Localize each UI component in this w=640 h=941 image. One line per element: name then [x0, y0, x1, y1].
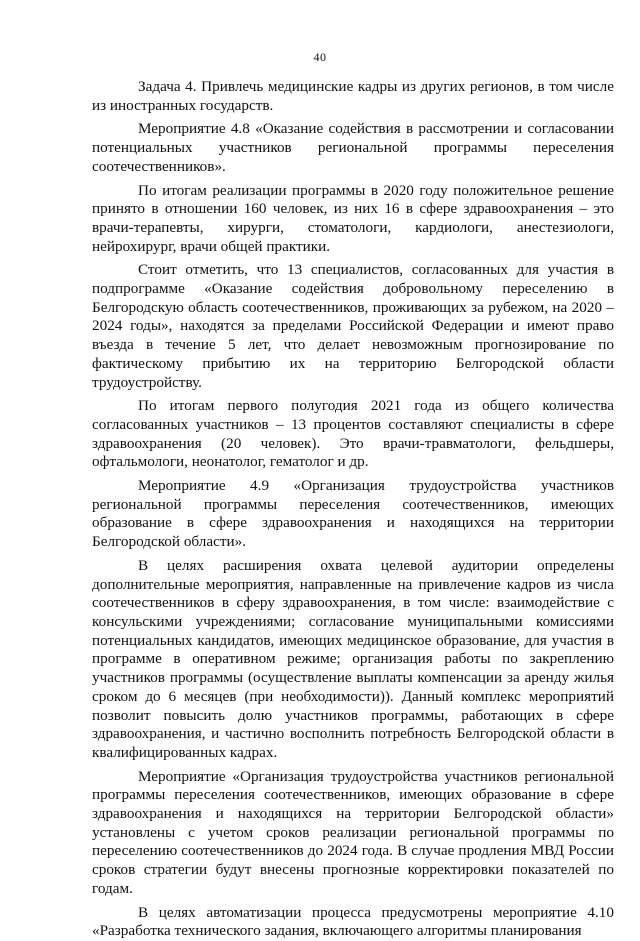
page-number: 40	[313, 50, 327, 64]
measure-4-9-title: Мероприятие 4.9 «Организация трудоустройства участников региональной программы переселения соотечественников, имеющих образование в сфере здравоохранения и находящихся на территории Белгородской области».	[92, 477, 614, 551]
paragraph-2020-results: По итогам реализации программы в 2020 году положительное решение принято в отношении 160 человек, из них 16 в сфере здравоохранения – это врачи-терапевты, хирурги, стоматологи, кардиологи, анестезиологи, нейрохирург, врачи общей практики.	[92, 181, 614, 255]
measure-4-8-title: Мероприятие 4.8 «Оказание содействия в рассмотрении и согласовании потенциальных участников региональной программы переселения соотечественников».	[92, 120, 614, 175]
paragraph-13-specialists: Стоит отметить, что 13 специалистов, согласованных для участия в подпрограмме «Оказание содействия добровольному переселению в Белгородскую область соотечественников, проживающих за рубежом, на 2020 – 2024 годы», находятся за пределами Российской Федерации и имеют право въезда в течение 5 лет, что делает невозможным прогнозирование по фактическому прибытию их на территорию Белгородской области трудоустройству.	[92, 261, 614, 391]
paragraph-measure-deadlines: Мероприятие «Организация трудоустройства участников региональной программы переселения соотечественников, имеющих образование в сфере здравоохранения и находящихся на территории Белгородской области» установлены с учетом сроков реализации региональной программы по переселению соотечественников до 2024 года. В случае продления МВД России сроков стратегии будут внесены прогнозные корректировки показателей по годам.	[92, 767, 614, 897]
paragraph-automation-4-10: В целях автоматизации процесса предусмотрены мероприятие 4.10 «Разработка технического задания, включающего алгоритмы планирования	[92, 903, 614, 940]
task-4-heading: Задача 4. Привлечь медицинские кадры из других регионов, в том числе из иностранных государств.	[92, 78, 614, 114]
paragraph-additional-measures: В целях расширения охвата целевой аудитории определены дополнительные мероприятия, направленные на привлечение кадров из числа соотечественников в сферу здравоохранения, в том числе: взаимодействие с консульскими учреждениями; согласование муниципальными комиссиями потенциальных кандидатов, имеющих медицинское образование, для участия в программе в оперативном режиме; организация работы по закреплению участников программы (осуществление выплаты компенсации за аренду жилья сроком до 6 месяцев (при необходимости)). Данный комплекс мероприятий позволит повысить долю участников программы, работающих в сфере здравоохранения, и частично восполнить потребность Белгородской области в квалифицированных кадрах.	[92, 556, 614, 761]
document-body	[92, 78, 614, 941]
paragraph-2021-results: По итогам первого полугодия 2021 года из общего количества согласованных участников – 13 процентов составляют специалисты в сфере здравоохранения (20 человек). Это врачи-травматологи, фельдшеры, офтальмологи, неонатолог, гематолог и др.	[92, 397, 614, 471]
